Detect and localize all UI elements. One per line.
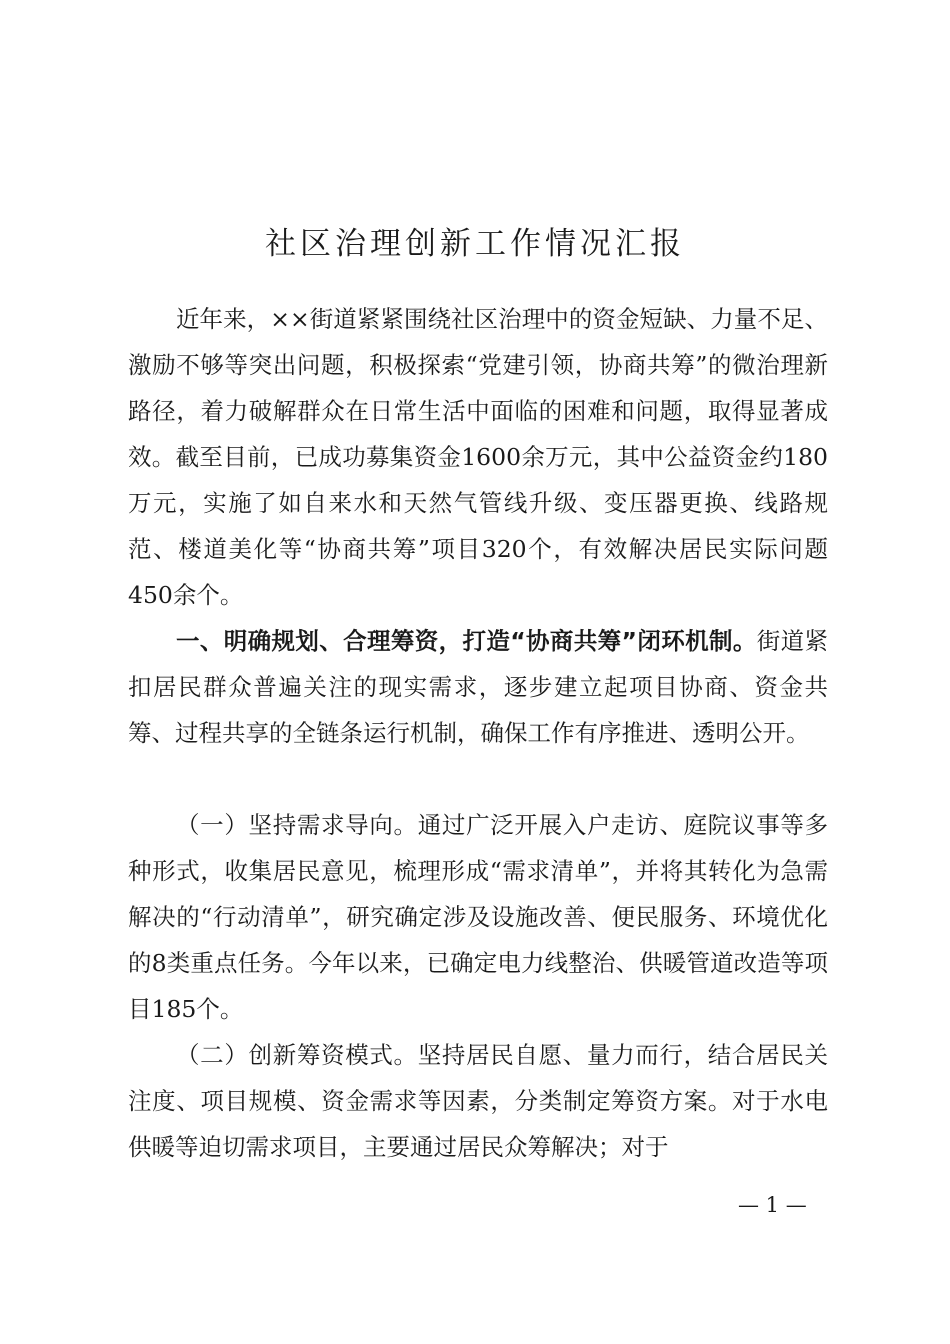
subsection-2-heading: （二）创新筹资模式。	[176, 1040, 418, 1069]
subsection-2-paragraph	[128, 1032, 828, 1170]
page-number: — 1 —	[738, 1193, 807, 1217]
subsection-1-heading: （一）坚持需求导向。	[176, 810, 418, 839]
subsection-1-body: 通过广泛开展入户走访、庭院议事等多种形式，收集居民意见，梳理形成“需求清单”，并将其转化为急需解决的“行动清单”，研究确定涉及设施改善、便民服务、环境优化的8类重点任务。今年以来，已确定电力线整治、供暖管道改造等项目185个。	[128, 810, 829, 1023]
subsection-1-paragraph	[128, 802, 828, 1032]
section-1-paragraph	[128, 618, 828, 756]
subsection-2-body: 坚持居民自愿、量力而行，结合居民关注度、项目规模、资金需求等因素，分类制定筹资方案。对于水电供暖等迫切需求项目，主要通过居民众筹解决；对于	[128, 1040, 829, 1161]
document-title: 社区治理创新工作情况汇报	[265, 226, 685, 262]
intro-paragraph: 近年来，××街道紧紧围绕社区治理中的资金短缺、力量不足、激励不够等突出问题，积极探索“党建引领，协商共筹”的微治理新路径，着力破解群众在日常生活中面临的困难和问题，取得显著成效。截至目前，已成功募集资金1600余万元，其中公益资金约180万元，实施了如自来水和天然气管线升级、变压器更换、线路规范、楼道美化等“协商共筹”项目320个，有效解决居民实际问题450余个。	[128, 304, 828, 609]
section-1-heading: 一、明确规划、合理筹资，打造“协商共筹”闭环机制。	[176, 626, 757, 655]
section-1-body: 街道紧扣居民群众普遍关注的现实需求，逐步建立起项目协商、资金共筹、过程共享的全链条运行机制，确保工作有序推进、透明公开。	[128, 626, 828, 747]
